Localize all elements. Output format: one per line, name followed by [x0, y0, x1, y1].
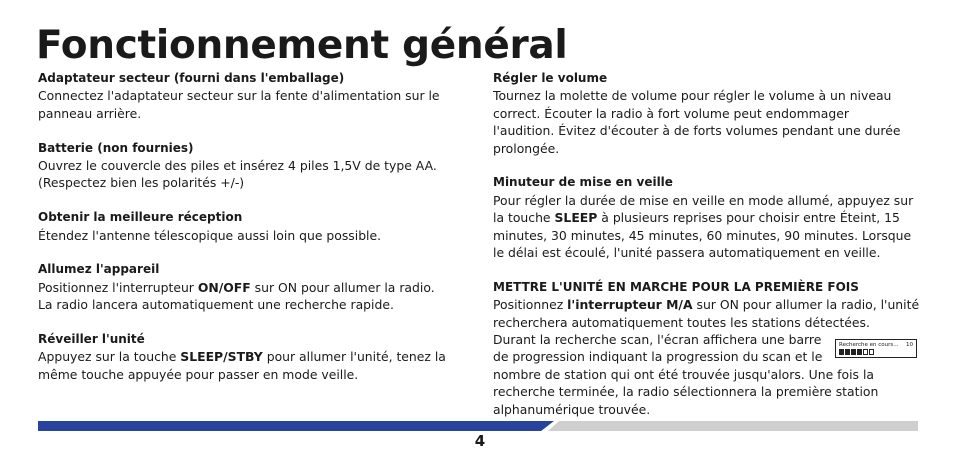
- body-line: recherche terminée, la radio sélectionnera la première station: [493, 384, 879, 400]
- lcd-scan-text: Recherche en cours...: [839, 342, 899, 348]
- body-line: Durant la recherche scan, l'écran affichera une barre: [493, 332, 822, 348]
- text-run: Appuyez sur la touche: [38, 349, 181, 365]
- bold-term: ON/OFF: [197, 279, 251, 295]
- body-line: l'audition. Évitez d'écouter à de forts volumes pendant une durée: [493, 123, 901, 139]
- body-line: recherchera automatiquement toutes les stations détectées.: [493, 314, 870, 330]
- bold-term: SLEEP: [554, 210, 598, 226]
- lcd-progress-segment: [869, 349, 874, 355]
- section-heading: Batterie (non fournies): [38, 140, 194, 155]
- body-line: Tournez la molette de volume pour régler le volume à un niveau: [493, 88, 892, 104]
- section-heading: Adaptateur secteur (fourni dans l'emballage): [38, 71, 345, 85]
- body-line: Pour régler la durée de mise en veille en mode allumé, appuyez sur: [493, 192, 914, 208]
- section-heading: Obtenir la meilleure réception: [38, 210, 243, 225]
- section-power-adapter: [38, 70, 463, 122]
- section-reception: [38, 209, 463, 244]
- footer-band-blue: [38, 421, 554, 431]
- body-line: alphanumérique trouvée.: [493, 401, 651, 417]
- body-line: minutes, 30 minutes, 45 minutes, 60 minutes, 90 minutes. Lorsque: [493, 227, 912, 243]
- body-line: Ouvrez le couvercle des piles et insérez 4 piles 1,5V de type AA.: [38, 158, 437, 174]
- page-title: Fonctionnement général: [36, 23, 568, 68]
- body-line: La radio lancera automatiquement une recherche rapide.: [38, 297, 394, 313]
- body-line: [38, 348, 463, 365]
- section-battery: [38, 140, 463, 192]
- body-line: [38, 279, 463, 296]
- body-line: de progression indiquant la progression du scan et le: [493, 349, 823, 365]
- body-line: (Respectez bien les polarités +/-): [38, 175, 245, 191]
- body-line: correct. Écouter la radio à fort volume peut endommager: [493, 105, 849, 121]
- text-run: sur ON pour allumer la radio, l'unité: [692, 297, 920, 313]
- lcd-progress-segment: [851, 349, 856, 355]
- bold-term: l'interrupteur M/A: [567, 297, 693, 313]
- body-line: Connectez l'adaptateur secteur sur la fente d'alimentation sur le: [38, 88, 440, 104]
- left-column: [38, 70, 463, 401]
- lcd-progress-segment: [839, 349, 844, 355]
- lcd-scan-display: [835, 339, 917, 358]
- body-line: [493, 209, 933, 226]
- section-heading: METTRE L'UNITÉ EN MARCHE POUR LA PREMIÈRE FOIS: [493, 279, 859, 294]
- lcd-progress-segment: [845, 349, 850, 355]
- text-run: pour allumer l'unité, tenez la: [262, 349, 446, 365]
- body-line: [493, 296, 933, 313]
- body-line: panneau arrière.: [38, 105, 142, 121]
- section-wake-unit: [38, 331, 463, 383]
- section-power-on: [38, 261, 463, 313]
- page-number: 4: [474, 432, 486, 450]
- bold-term: SLEEP/STBY: [180, 349, 263, 365]
- text-run: sur ON pour allumer la radio.: [250, 279, 435, 295]
- text-run: à plusieurs reprises pour choisir entre Éteint, 15: [597, 210, 900, 226]
- section-volume: [493, 70, 933, 157]
- body-line: nombre de station qui ont été trouvée jusqu'alors. Une fois la: [493, 366, 874, 382]
- body-line: prolongée.: [493, 140, 560, 156]
- right-column: [493, 70, 933, 435]
- text-run: Positionnez: [493, 297, 568, 313]
- section-heading: Réveiller l'unité: [38, 332, 145, 347]
- footer-band-grey: [548, 421, 918, 431]
- body-line: Étendez l'antenne télescopique aussi loin que possible.: [38, 227, 382, 243]
- section-heading: Allumez l'appareil: [38, 262, 160, 277]
- section-heading: Minuteur de mise en veille: [493, 175, 673, 190]
- lcd-station-count: 10: [906, 342, 913, 348]
- section-heading: Régler le volume: [493, 71, 608, 85]
- text-run: Positionnez l'interrupteur: [38, 279, 198, 295]
- lcd-progress-segment: [857, 349, 862, 355]
- body-line: le délai est écoulé, l'unité passera automatiquement en veille.: [493, 245, 881, 261]
- text-run: la touche: [493, 210, 555, 226]
- lcd-progress-segment: [863, 349, 868, 355]
- body-line: même touche appuyée pour passer en mode veille.: [38, 366, 359, 382]
- section-sleep-timer: [493, 174, 933, 261]
- footer-band: [38, 421, 918, 431]
- lcd-progress-bar: [839, 349, 874, 355]
